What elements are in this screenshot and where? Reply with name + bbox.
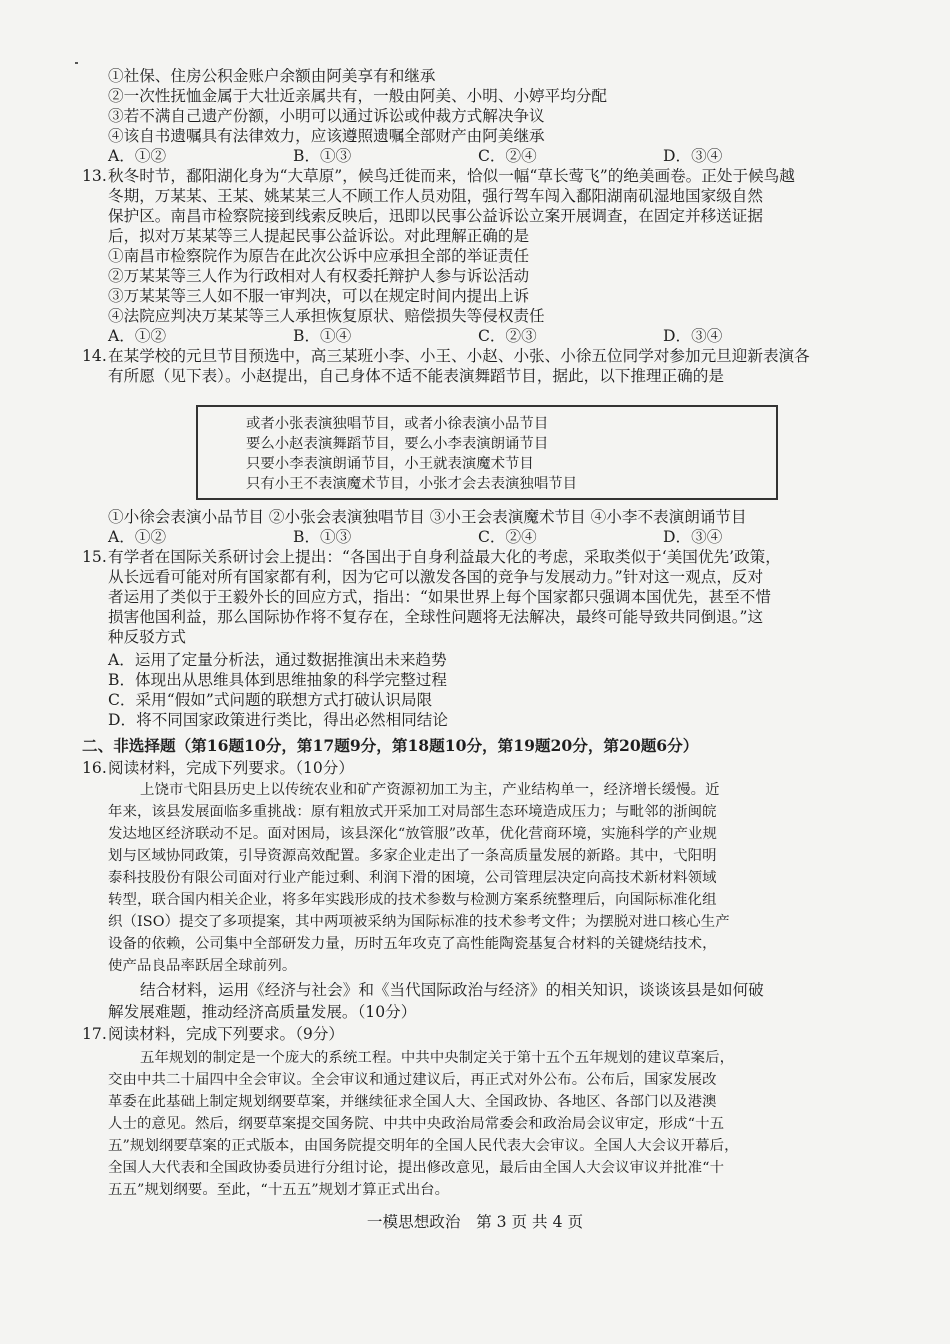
q12-statement-2: ②一次性抚恤金属于大壮近亲属共有，一般由阿美、小明、小婷平均分配 (108, 87, 608, 105)
q13-option-a: A．①② (108, 327, 167, 345)
q17-material-3: 革委在此基础上制定规划纲要草案，并继续征求全国人大、全国政协、各地区、各部门以及港澳 (108, 1094, 717, 1110)
q13-statement-2: ②万某某等三人作为行政相对人有权委托辩护人参与诉讼活动 (108, 267, 530, 285)
q13-number: 13. (82, 167, 107, 185)
q15-stem-2: 从长远看可能对所有国家都有利，因为它可以激发各国的竞争与发展动力。”针对这一观点，反对 (108, 568, 764, 586)
q13-stem-3: 保护区。南昌市检察院接到线索反映后，迅即以民事公益诉讼立案开展调查，在固定并移送证据 (108, 207, 763, 225)
q13-statement-3: ③万某某等三人如不服一审判决，可以在规定时间内提出上诉 (108, 287, 530, 305)
q13-statement-4: ④法院应判决万某某等三人承担恢复原状、赔偿损失等侵权责任 (108, 307, 545, 325)
q14-stem-1: 在某学校的元旦节目预选中，高三某班小李、小王、小赵、小张、小徐五位同学对参加元旦迎新表演各 (108, 347, 810, 365)
q13-option-b: B．①④ (293, 327, 352, 345)
q17-material-6: 全国人大代表和全国政协委员进行分组讨论，提出修改意见，最后由全国人大会议审议并批准“十 (108, 1160, 725, 1176)
q12-option-a: A．①② (108, 147, 167, 165)
q15-choice-a: A．运用了定量分析法，通过数据推演出未来趋势 (108, 651, 447, 669)
q17-material-4: 人士的意见。然后，纲要草案提交国务院、中共中央政治局常委会和政治局会议审定，形成“十五 (108, 1116, 725, 1132)
q12-statement-4: ④该自书遗嘱具有法律效力，应该遵照遗嘱全部财产由阿美继承 (108, 127, 545, 145)
q16-material-9: 使产品良品率跃居全球前列。 (108, 958, 297, 974)
scan-speck (75, 62, 78, 64)
q16-material-4: 划与区域协同政策，引导资源高效配置。多家企业走出了一条高质量发展的新路。其中，弋阳明 (108, 848, 717, 864)
section-2-heading: 二、非选择题（第16题10分，第17题9分，第18题10分，第19题20分，第20题6分） (82, 736, 699, 755)
q15-number: 15. (82, 548, 107, 566)
q13-stem-1: 秋冬时节，鄱阳湖化身为“大草原”，候鸟迁徙而来，恰似一幅“草长莺飞”的绝美画卷。正处于候鸟越 (108, 167, 795, 185)
page-footer: 一模思想政治 第 3 页 共 4 页 (366, 1213, 584, 1231)
q14-condition-4: 只有小王不表演魔术节目，小张才会去表演独唱节目 (246, 476, 577, 492)
q15-choice-d: D．将不同国家政策进行类比，得出必然相同结论 (108, 711, 448, 729)
q16-material-2: 年来，该县发展面临多重挑战：原有粗放式开采加工对局部生态环境造成压力；与毗邻的浙闽皖 (108, 804, 717, 820)
q14-condition-table (196, 405, 778, 500)
q16-material-5: 泰科技股份有限公司面对行业产能过剩、利润下滑的困境，公司管理层决定向高技术新材料领域 (108, 870, 717, 886)
q17-heading: 阅读材料，完成下列要求。（9分） (108, 1025, 345, 1043)
q17-material-5: 五”规划纲要草案的正式版本，由国务院提交明年的全国人民代表大会审议。全国人大会议开幕后， (108, 1138, 739, 1154)
q14-option-a: A．①② (108, 528, 167, 546)
q17-material-7: 五五”规划纲要。至此，“十五五”规划才算正式出台。 (108, 1182, 450, 1198)
q12-option-c: C．②④ (478, 147, 537, 165)
q16-heading: 阅读材料，完成下列要求。（10分） (108, 759, 354, 777)
q16-material-6: 转型，联合国内相关企业，将多年实践形成的技术参数与检测方案系统整理后，向国际标准化组 (108, 892, 717, 908)
q12-statement-1: ①社保、住房公积金账户余额由阿美享有和继承 (108, 67, 436, 85)
q16-material-3: 发达地区经济联动不足。面对困局，该县深化“放管服”改革，优化营商环境，实施科学的产业规 (108, 826, 718, 842)
q14-number: 14. (82, 347, 107, 365)
q13-option-c: C．②③ (478, 327, 537, 345)
q16-question-1: 结合材料，运用《经济与社会》和《当代国际政治与经济》的相关知识，谈谈该县是如何破 (140, 981, 764, 999)
q14-option-c: C．②④ (478, 528, 537, 546)
q14-condition-1: 或者小张表演独唱节目，或者小徐表演小品节目 (246, 416, 549, 432)
q14-statements: ①小徐会表演小品节目 ②小张会表演独唱节目 ③小王会表演魔术节目 ④小李不表演朗诵节目 (108, 508, 747, 526)
q13-statement-1: ①南昌市检察院作为原告在此次公诉中应承担全部的举证责任 (108, 247, 530, 265)
q14-stem-2: 有所愿（见下表）。小赵提出，自己身体不适不能表演舞蹈节目，据此，以下推理正确的是 (108, 367, 724, 385)
q15-stem-4: 损害他国利益，那么国际协作将不复存在，全球性问题将无法解决，最终可能导致共同倒退。”这 (108, 608, 764, 626)
q16-material-8: 设备的依赖，公司集中全部研发力量，历时五年攻克了高性能陶瓷基复合材料的关键烧结技术， (108, 936, 717, 952)
q12-option-d: D．③④ (663, 147, 723, 165)
q17-material-1: 五年规划的制定是一个庞大的系统工程。中共中央制定关于第十五个五年规划的建议草案后， (140, 1050, 735, 1066)
q15-choice-b: B．体现出从思维具体到思维抽象的科学完整过程 (108, 671, 447, 689)
q16-material-7: 织（ISO）提交了多项提案，其中两项被采纳为国际标准的技术参考文件；为摆脱对进口核心生产 (108, 914, 730, 930)
q16-number: 16. (82, 759, 107, 777)
q12-statement-3: ③若不满自己遗产份额，小明可以通过诉讼或仲裁方式解决争议 (108, 107, 545, 125)
q17-number: 17. (82, 1025, 107, 1043)
q15-stem-3: 者运用了类似于王毅外长的回应方式，指出：“如果世界上每个国家都只强调本国优先，甚至不惜 (108, 588, 771, 606)
q14-option-b: B．①③ (293, 528, 352, 546)
q13-stem-2: 冬期，万某某、王某、姚某某三人不顾工作人员劝阻，强行驾车闯入鄱阳湖南矶湿地国家级自然 (108, 187, 763, 205)
q14-condition-3: 只要小李表演朗诵节目，小王就表演魔术节目 (246, 456, 534, 472)
q14-condition-2: 要么小赵表演舞蹈节目，要么小李表演朗诵节目 (246, 436, 549, 452)
q16-question-2: 解发展难题，推动经济高质量发展。（10分） (108, 1003, 417, 1021)
q12-options (108, 146, 848, 166)
q17-material-2: 交由中共二十届四中全会审议。全会审议和通过建议后，再正式对外公布。公布后，国家发展改 (108, 1072, 717, 1088)
q14-option-d: D．③④ (663, 528, 723, 546)
q12-option-b: B．①③ (293, 147, 352, 165)
q16-material-1: 上饶市弋阳县历史上以传统农业和矿产资源初加工为主，产业结构单一，经济增长缓慢。近 (140, 782, 720, 798)
q15-choice-c: C．采用“假如”式问题的联想方式打破认识局限 (108, 691, 433, 709)
q14-options (108, 527, 848, 547)
q15-stem-5: 种反驳方式 (108, 628, 186, 646)
q13-option-d: D．③④ (663, 327, 723, 345)
q13-stem-4: 后，拟对万某某等三人提起民事公益诉讼。对此理解正确的是 (108, 227, 530, 245)
q15-stem-1: 有学者在国际关系研讨会上提出：“各国出于自身利益最大化的考虑，采取类似于‘美国优先’政策， (108, 548, 781, 566)
q13-options (108, 326, 848, 346)
